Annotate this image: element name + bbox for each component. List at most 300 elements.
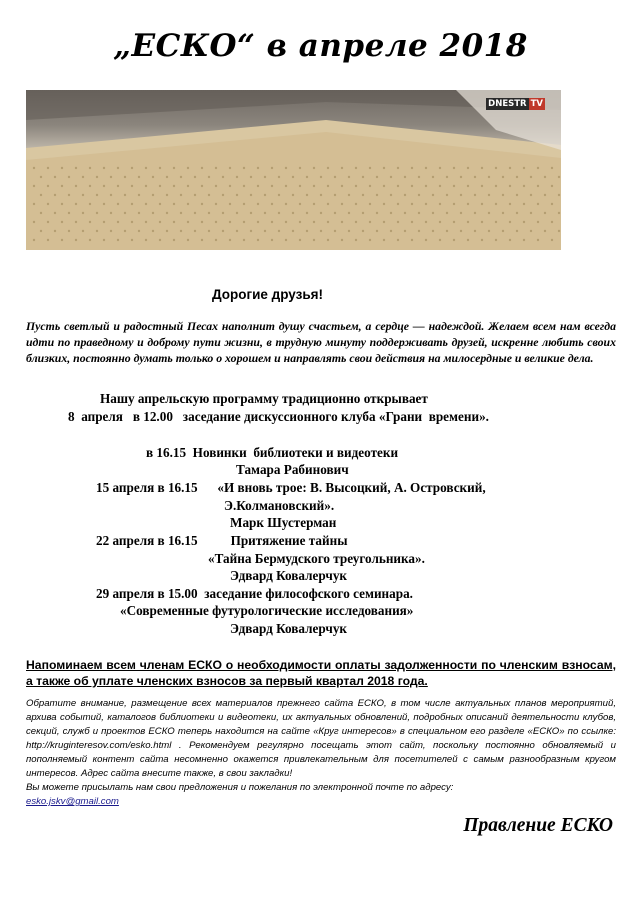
matzah-perforation xyxy=(530,194,532,196)
matzah-perforation xyxy=(222,194,224,196)
matzah-perforation xyxy=(278,230,280,232)
matzah-perforation xyxy=(404,194,406,196)
matzah-perforation xyxy=(355,185,357,187)
email-line: Вы можете присылать нам свои предложения и пожелания по электронной почте по адресу: xyxy=(26,782,454,793)
matzah-perforation xyxy=(264,194,266,196)
matzah-perforation xyxy=(516,230,518,232)
matzah-perforation xyxy=(474,230,476,232)
matzah-perforation xyxy=(544,176,546,178)
matzah-perforation xyxy=(397,203,399,205)
matzah-perforation xyxy=(523,167,525,169)
matzah-perforation xyxy=(257,221,259,223)
matzah-perforation xyxy=(348,194,350,196)
matzah-perforation xyxy=(229,239,231,241)
signature: Правление ЕСКО xyxy=(463,815,613,836)
matzah-perforation xyxy=(159,203,161,205)
matzah-perforation xyxy=(432,230,434,232)
matzah-perforation xyxy=(313,185,315,187)
matzah-perforation xyxy=(460,212,462,214)
matzah-perforation xyxy=(145,221,147,223)
matzah-perforation xyxy=(306,212,308,214)
matzah-perforation xyxy=(145,185,147,187)
matzah-perforation xyxy=(397,239,399,241)
matzah-perforation xyxy=(509,203,511,205)
matzah-perforation xyxy=(82,212,84,214)
matzah-perforation xyxy=(383,167,385,169)
matzah-perforation xyxy=(334,176,336,178)
matzah-perforation xyxy=(131,239,133,241)
matzah-perforation xyxy=(278,176,280,178)
matzah-perforation xyxy=(425,221,427,223)
matzah-perforation xyxy=(558,194,560,196)
matzah-perforation xyxy=(425,167,427,169)
matzah-perforation xyxy=(369,239,371,241)
matzah-perforation xyxy=(243,203,245,205)
matzah-perforation xyxy=(138,230,140,232)
program-line: Эдвард Ковалерчук xyxy=(230,568,348,583)
matzah-perforation xyxy=(425,203,427,205)
matzah-perforation xyxy=(194,212,196,214)
matzah-perforation xyxy=(89,239,91,241)
matzah-perforation xyxy=(124,230,126,232)
matzah-perforation xyxy=(159,239,161,241)
matzah-perforation xyxy=(82,176,84,178)
matzah-perforation xyxy=(61,239,63,241)
matzah-perforation xyxy=(306,176,308,178)
matzah-perforation xyxy=(341,203,343,205)
matzah-perforation xyxy=(453,203,455,205)
matzah-perforation xyxy=(411,185,413,187)
matzah-perforation xyxy=(215,221,217,223)
matzah-perforation xyxy=(208,230,210,232)
matzah-perforation xyxy=(187,167,189,169)
matzah-perforation xyxy=(215,185,217,187)
matzah-perforation xyxy=(299,221,301,223)
matzah-perforation xyxy=(362,176,364,178)
matzah-perforation xyxy=(229,221,231,223)
program-line: Нашу апрельскую программу традиционно открывает xyxy=(100,391,428,406)
tv-logo-tv: TV xyxy=(530,99,543,109)
matzah-perforation xyxy=(236,176,238,178)
matzah-perforation xyxy=(432,212,434,214)
matzah-perforation xyxy=(376,194,378,196)
matzah-perforation xyxy=(271,185,273,187)
matzah-perforation xyxy=(299,239,301,241)
matzah-perforation xyxy=(299,167,301,169)
matzah-perforation xyxy=(166,176,168,178)
matzah-perforation xyxy=(495,221,497,223)
matzah-perforation xyxy=(250,212,252,214)
matzah-perforation xyxy=(173,221,175,223)
matzah-perforation xyxy=(530,230,532,232)
matzah-perforation xyxy=(516,194,518,196)
matzah-perforation xyxy=(502,194,504,196)
matzah-perforation xyxy=(110,176,112,178)
wish-paragraph: Пусть светлый и радостный Песах наполнит душу счастьем, а сердце — надеждой. Желаем всем нам всегда идти по праведному и доброму пути жизни, в трудную минуту поддерживать друзей, искренне любить своих близких, постоянно думать только о хорошем и направлять свои действия на милосердные и великие дела. xyxy=(26,319,616,365)
matzah-perforation xyxy=(264,212,266,214)
matzah-perforation xyxy=(446,176,448,178)
matzah-perforation xyxy=(383,185,385,187)
matzah-perforation xyxy=(523,221,525,223)
greeting-heading: Дорогие друзья! xyxy=(211,287,324,302)
matzah-perforation xyxy=(537,239,539,241)
matzah-perforation xyxy=(285,167,287,169)
matzah-perforation xyxy=(208,176,210,178)
matzah-perforation xyxy=(278,212,280,214)
matzah-perforation xyxy=(509,239,511,241)
matzah-perforation xyxy=(523,185,525,187)
matzah-perforation xyxy=(397,221,399,223)
matzah-perforation xyxy=(243,239,245,241)
matzah-perforation xyxy=(208,194,210,196)
matzah-perforation xyxy=(537,221,539,223)
matzah-perforation xyxy=(243,221,245,223)
matzah-perforation xyxy=(432,176,434,178)
matzah-perforation xyxy=(383,239,385,241)
matzah-perforation xyxy=(110,212,112,214)
matzah-perforation xyxy=(40,176,42,178)
matzah-perforation xyxy=(271,167,273,169)
attention-text: Обратите внимание, размещение всех материалов прежнего сайта ЕСКО, в том числе актуальных планов мероприятий, архива событий, каталогов библиотеки и видеотеки, их актуальных обновлений, подробных описаний деятельности клубов, секций, служб и проектов ЕСКО теперь находится на сайте «Круг интересов» в специальном его разделе «ЕСКО» по ссылке: http://kruginteresov.com/esko.html . Рекомендуем регулярно посещать этот сайт, поскольку постоянно обновляемый и пополняемый контент сайта несомненно окажется привлекательным для посетителей с самым разнообразным кругом интересов. Адрес сайта внесите также, в свои закладки! xyxy=(26,698,616,779)
matzah-perforation xyxy=(292,194,294,196)
matzah-perforation xyxy=(201,239,203,241)
matzah-perforation xyxy=(453,167,455,169)
matzah-perforation xyxy=(166,194,168,196)
matzah-perforation xyxy=(285,221,287,223)
matzah-perforation xyxy=(467,167,469,169)
matzah-perforation xyxy=(61,203,63,205)
matzah-perforation xyxy=(271,203,273,205)
matzah-perforation xyxy=(138,212,140,214)
matzah-perforation xyxy=(180,212,182,214)
matzah-perforation xyxy=(117,185,119,187)
program-line: в 16.15 Новинки библиотеки и видеотеки xyxy=(146,445,399,460)
matzah-perforation xyxy=(481,185,483,187)
matzah-perforation xyxy=(558,212,560,214)
matzah-perforation xyxy=(523,203,525,205)
matzah-perforation xyxy=(215,167,217,169)
matzah-perforation xyxy=(460,230,462,232)
matzah-perforation xyxy=(131,167,133,169)
matzah-perforation xyxy=(313,203,315,205)
program-line: 8 апреля в 12.00 заседание дискуссионного клуба «Грани времени». xyxy=(68,409,489,424)
matzah-perforation xyxy=(75,185,77,187)
matzah-perforation xyxy=(131,185,133,187)
matzah-perforation xyxy=(54,194,56,196)
matzah-perforation xyxy=(341,221,343,223)
matzah-perforation xyxy=(313,167,315,169)
matzah-perforation xyxy=(341,239,343,241)
matzah-perforation xyxy=(278,194,280,196)
matzah-perforation xyxy=(509,221,511,223)
matzah-perforation xyxy=(355,167,357,169)
matzah-perforation xyxy=(537,185,539,187)
matzah-perforation xyxy=(201,167,203,169)
matzah-perforation xyxy=(187,203,189,205)
matzah-perforation xyxy=(551,203,553,205)
matzah-perforation xyxy=(390,230,392,232)
matzah-perforation xyxy=(320,230,322,232)
matzah-photo xyxy=(26,90,561,250)
matzah-perforation xyxy=(250,194,252,196)
matzah-perforation xyxy=(488,176,490,178)
matzah-perforation xyxy=(103,239,105,241)
email-link[interactable]: esko.jskv@gmail.com xyxy=(26,796,119,807)
matzah-perforation xyxy=(481,167,483,169)
matzah-perforation xyxy=(530,176,532,178)
matzah-perforation xyxy=(320,194,322,196)
matzah-perforation xyxy=(47,203,49,205)
matzah-perforation xyxy=(453,239,455,241)
matzah-perforation xyxy=(551,167,553,169)
matzah-perforation xyxy=(467,185,469,187)
matzah-perforation xyxy=(418,212,420,214)
matzah-perforation xyxy=(369,203,371,205)
matzah-perforation xyxy=(488,230,490,232)
matzah-perforation xyxy=(516,176,518,178)
matzah-perforation xyxy=(40,230,42,232)
matzah-perforation xyxy=(481,239,483,241)
program-line: Тамара Рабинович xyxy=(236,462,349,477)
matzah-perforation xyxy=(327,203,329,205)
matzah-perforation xyxy=(516,212,518,214)
matzah-perforation xyxy=(250,230,252,232)
matzah-perforation xyxy=(544,194,546,196)
matzah-perforation xyxy=(264,176,266,178)
matzah-perforation xyxy=(159,185,161,187)
matzah-perforation xyxy=(453,185,455,187)
matzah-perforation xyxy=(341,167,343,169)
matzah-perforation xyxy=(180,194,182,196)
matzah-perforation xyxy=(47,185,49,187)
program-line: Марк Шустерман xyxy=(230,515,337,530)
matzah-perforation xyxy=(89,221,91,223)
matzah-perforation xyxy=(313,221,315,223)
matzah-perforation xyxy=(313,239,315,241)
matzah-perforation xyxy=(33,221,35,223)
matzah-perforation xyxy=(236,194,238,196)
matzah-perforation xyxy=(558,230,560,232)
matzah-perforation xyxy=(215,203,217,205)
matzah-perforation xyxy=(383,221,385,223)
matzah-perforation xyxy=(411,221,413,223)
matzah-perforation xyxy=(544,212,546,214)
matzah-perforation xyxy=(54,212,56,214)
matzah-perforation xyxy=(495,167,497,169)
matzah-perforation xyxy=(376,212,378,214)
matzah-perforation xyxy=(75,239,77,241)
program-line: 15 апреля в 16.15 «И вновь трое: В. Высоцкий, А. Островский, xyxy=(96,480,486,495)
matzah-perforation xyxy=(236,212,238,214)
matzah-perforation xyxy=(187,239,189,241)
matzah-perforation xyxy=(439,221,441,223)
matzah-perforation xyxy=(369,221,371,223)
matzah-perforation xyxy=(40,194,42,196)
matzah-perforation xyxy=(446,194,448,196)
matzah-perforation xyxy=(495,203,497,205)
matzah-perforation xyxy=(229,167,231,169)
matzah-perforation xyxy=(68,176,70,178)
matzah-perforation xyxy=(467,239,469,241)
matzah-perforation xyxy=(75,167,77,169)
matzah-perforation xyxy=(488,194,490,196)
matzah-perforation xyxy=(502,176,504,178)
matzah-perforation xyxy=(194,176,196,178)
matzah-perforation xyxy=(467,203,469,205)
matzah-perforation xyxy=(61,221,63,223)
matzah-perforation xyxy=(404,230,406,232)
matzah-perforation xyxy=(292,212,294,214)
matzah-perforation xyxy=(460,194,462,196)
matzah-perforation xyxy=(390,176,392,178)
matzah-perforation xyxy=(124,212,126,214)
matzah-perforation xyxy=(544,230,546,232)
matzah-perforation xyxy=(327,221,329,223)
matzah-perforation xyxy=(33,203,35,205)
matzah-perforation xyxy=(320,176,322,178)
matzah-perforation xyxy=(334,230,336,232)
matzah-perforation xyxy=(509,185,511,187)
matzah-perforation xyxy=(264,230,266,232)
matzah-perforation xyxy=(495,185,497,187)
matzah-perforation xyxy=(411,239,413,241)
matzah-perforation xyxy=(61,167,63,169)
matzah-perforation xyxy=(117,239,119,241)
matzah-perforation xyxy=(481,203,483,205)
matzah-perforation xyxy=(439,167,441,169)
matzah-perforation xyxy=(348,230,350,232)
matzah-perforation xyxy=(390,194,392,196)
matzah-perforation xyxy=(173,185,175,187)
matzah-perforation xyxy=(474,194,476,196)
matzah-perforation xyxy=(166,230,168,232)
matzah-perforation xyxy=(411,167,413,169)
matzah-perforation xyxy=(348,212,350,214)
matzah-perforation xyxy=(285,239,287,241)
matzah-perforation xyxy=(418,230,420,232)
matzah-perforation xyxy=(411,203,413,205)
matzah-perforation xyxy=(243,167,245,169)
matzah-perforation xyxy=(124,194,126,196)
matzah-perforation xyxy=(334,212,336,214)
matzah-perforation xyxy=(173,203,175,205)
tv-channel-logo xyxy=(486,98,545,110)
matzah-perforation xyxy=(131,203,133,205)
matzah-perforation xyxy=(523,239,525,241)
matzah-perforation xyxy=(551,239,553,241)
matzah-perforation xyxy=(152,194,154,196)
matzah-perforation xyxy=(222,176,224,178)
matzah-perforation xyxy=(404,176,406,178)
matzah-perforation xyxy=(201,185,203,187)
matzah-perforation xyxy=(537,203,539,205)
matzah-perforation xyxy=(551,185,553,187)
matzah-perforation xyxy=(292,176,294,178)
program-line: 29 апреля в 15.00 заседание философского семинара. xyxy=(96,586,413,601)
matzah-perforation xyxy=(292,230,294,232)
matzah-perforation xyxy=(75,221,77,223)
matzah-perforation xyxy=(229,203,231,205)
matzah-perforation xyxy=(425,239,427,241)
matzah-perforation xyxy=(334,194,336,196)
matzah-perforation xyxy=(418,176,420,178)
matzah-perforation xyxy=(502,212,504,214)
matzah-perforation xyxy=(33,167,35,169)
matzah-perforation xyxy=(299,203,301,205)
matzah-perforation xyxy=(306,230,308,232)
matzah-perforation xyxy=(117,167,119,169)
matzah-perforation xyxy=(96,194,98,196)
matzah-perforation xyxy=(96,230,98,232)
matzah-perforation xyxy=(495,239,497,241)
matzah-perforation xyxy=(327,185,329,187)
matzah-perforation xyxy=(33,185,35,187)
matzah-perforation xyxy=(257,203,259,205)
matzah-perforation xyxy=(47,221,49,223)
matzah-perforation xyxy=(369,185,371,187)
matzah-perforation xyxy=(124,176,126,178)
matzah-perforation xyxy=(47,167,49,169)
matzah-perforation xyxy=(68,194,70,196)
matzah-perforation xyxy=(103,221,105,223)
matzah-perforation xyxy=(376,230,378,232)
matzah-perforation xyxy=(173,239,175,241)
matzah-perforation xyxy=(187,185,189,187)
matzah-perforation xyxy=(117,221,119,223)
matzah-perforation xyxy=(481,221,483,223)
matzah-perforation xyxy=(474,176,476,178)
matzah-perforation xyxy=(341,185,343,187)
matzah-perforation xyxy=(152,212,154,214)
matzah-perforation xyxy=(285,203,287,205)
matzah-perforation xyxy=(488,212,490,214)
matzah-perforation xyxy=(467,221,469,223)
program-line: «Современные футурологические исследования» xyxy=(120,603,414,618)
dues-notice: Напоминаем всем членам ЕСКО о необходимости оплаты задолженности по членским взносам, а также об уплате членских взносов за первый квартал 2018 года. xyxy=(26,658,616,688)
program-line: «Тайна Бермудского треугольника». xyxy=(208,551,425,566)
matzah-perforation xyxy=(33,239,35,241)
matzah-perforation xyxy=(257,239,259,241)
matzah-perforation xyxy=(54,230,56,232)
matzah-perforation xyxy=(152,176,154,178)
matzah-perforation xyxy=(103,185,105,187)
matzah-perforation xyxy=(439,203,441,205)
matzah-perforation xyxy=(47,239,49,241)
matzah-illustration xyxy=(26,90,561,250)
matzah-perforation xyxy=(68,212,70,214)
program-line: Эдвард Ковалерчук xyxy=(230,621,348,636)
matzah-perforation xyxy=(369,167,371,169)
matzah-perforation xyxy=(551,221,553,223)
matzah-perforation xyxy=(418,194,420,196)
matzah-perforation xyxy=(306,194,308,196)
matzah-perforation xyxy=(159,167,161,169)
matzah-perforation xyxy=(96,212,98,214)
matzah-perforation xyxy=(474,212,476,214)
matzah-perforation xyxy=(355,221,357,223)
matzah-perforation xyxy=(397,185,399,187)
matzah-perforation xyxy=(75,203,77,205)
matzah-perforation xyxy=(362,212,364,214)
matzah-perforation xyxy=(117,203,119,205)
matzah-perforation xyxy=(229,185,231,187)
matzah-perforation xyxy=(215,239,217,241)
matzah-perforation xyxy=(89,167,91,169)
matzah-perforation xyxy=(376,176,378,178)
matzah-perforation xyxy=(138,194,140,196)
matzah-perforation xyxy=(138,176,140,178)
matzah-perforation xyxy=(208,212,210,214)
